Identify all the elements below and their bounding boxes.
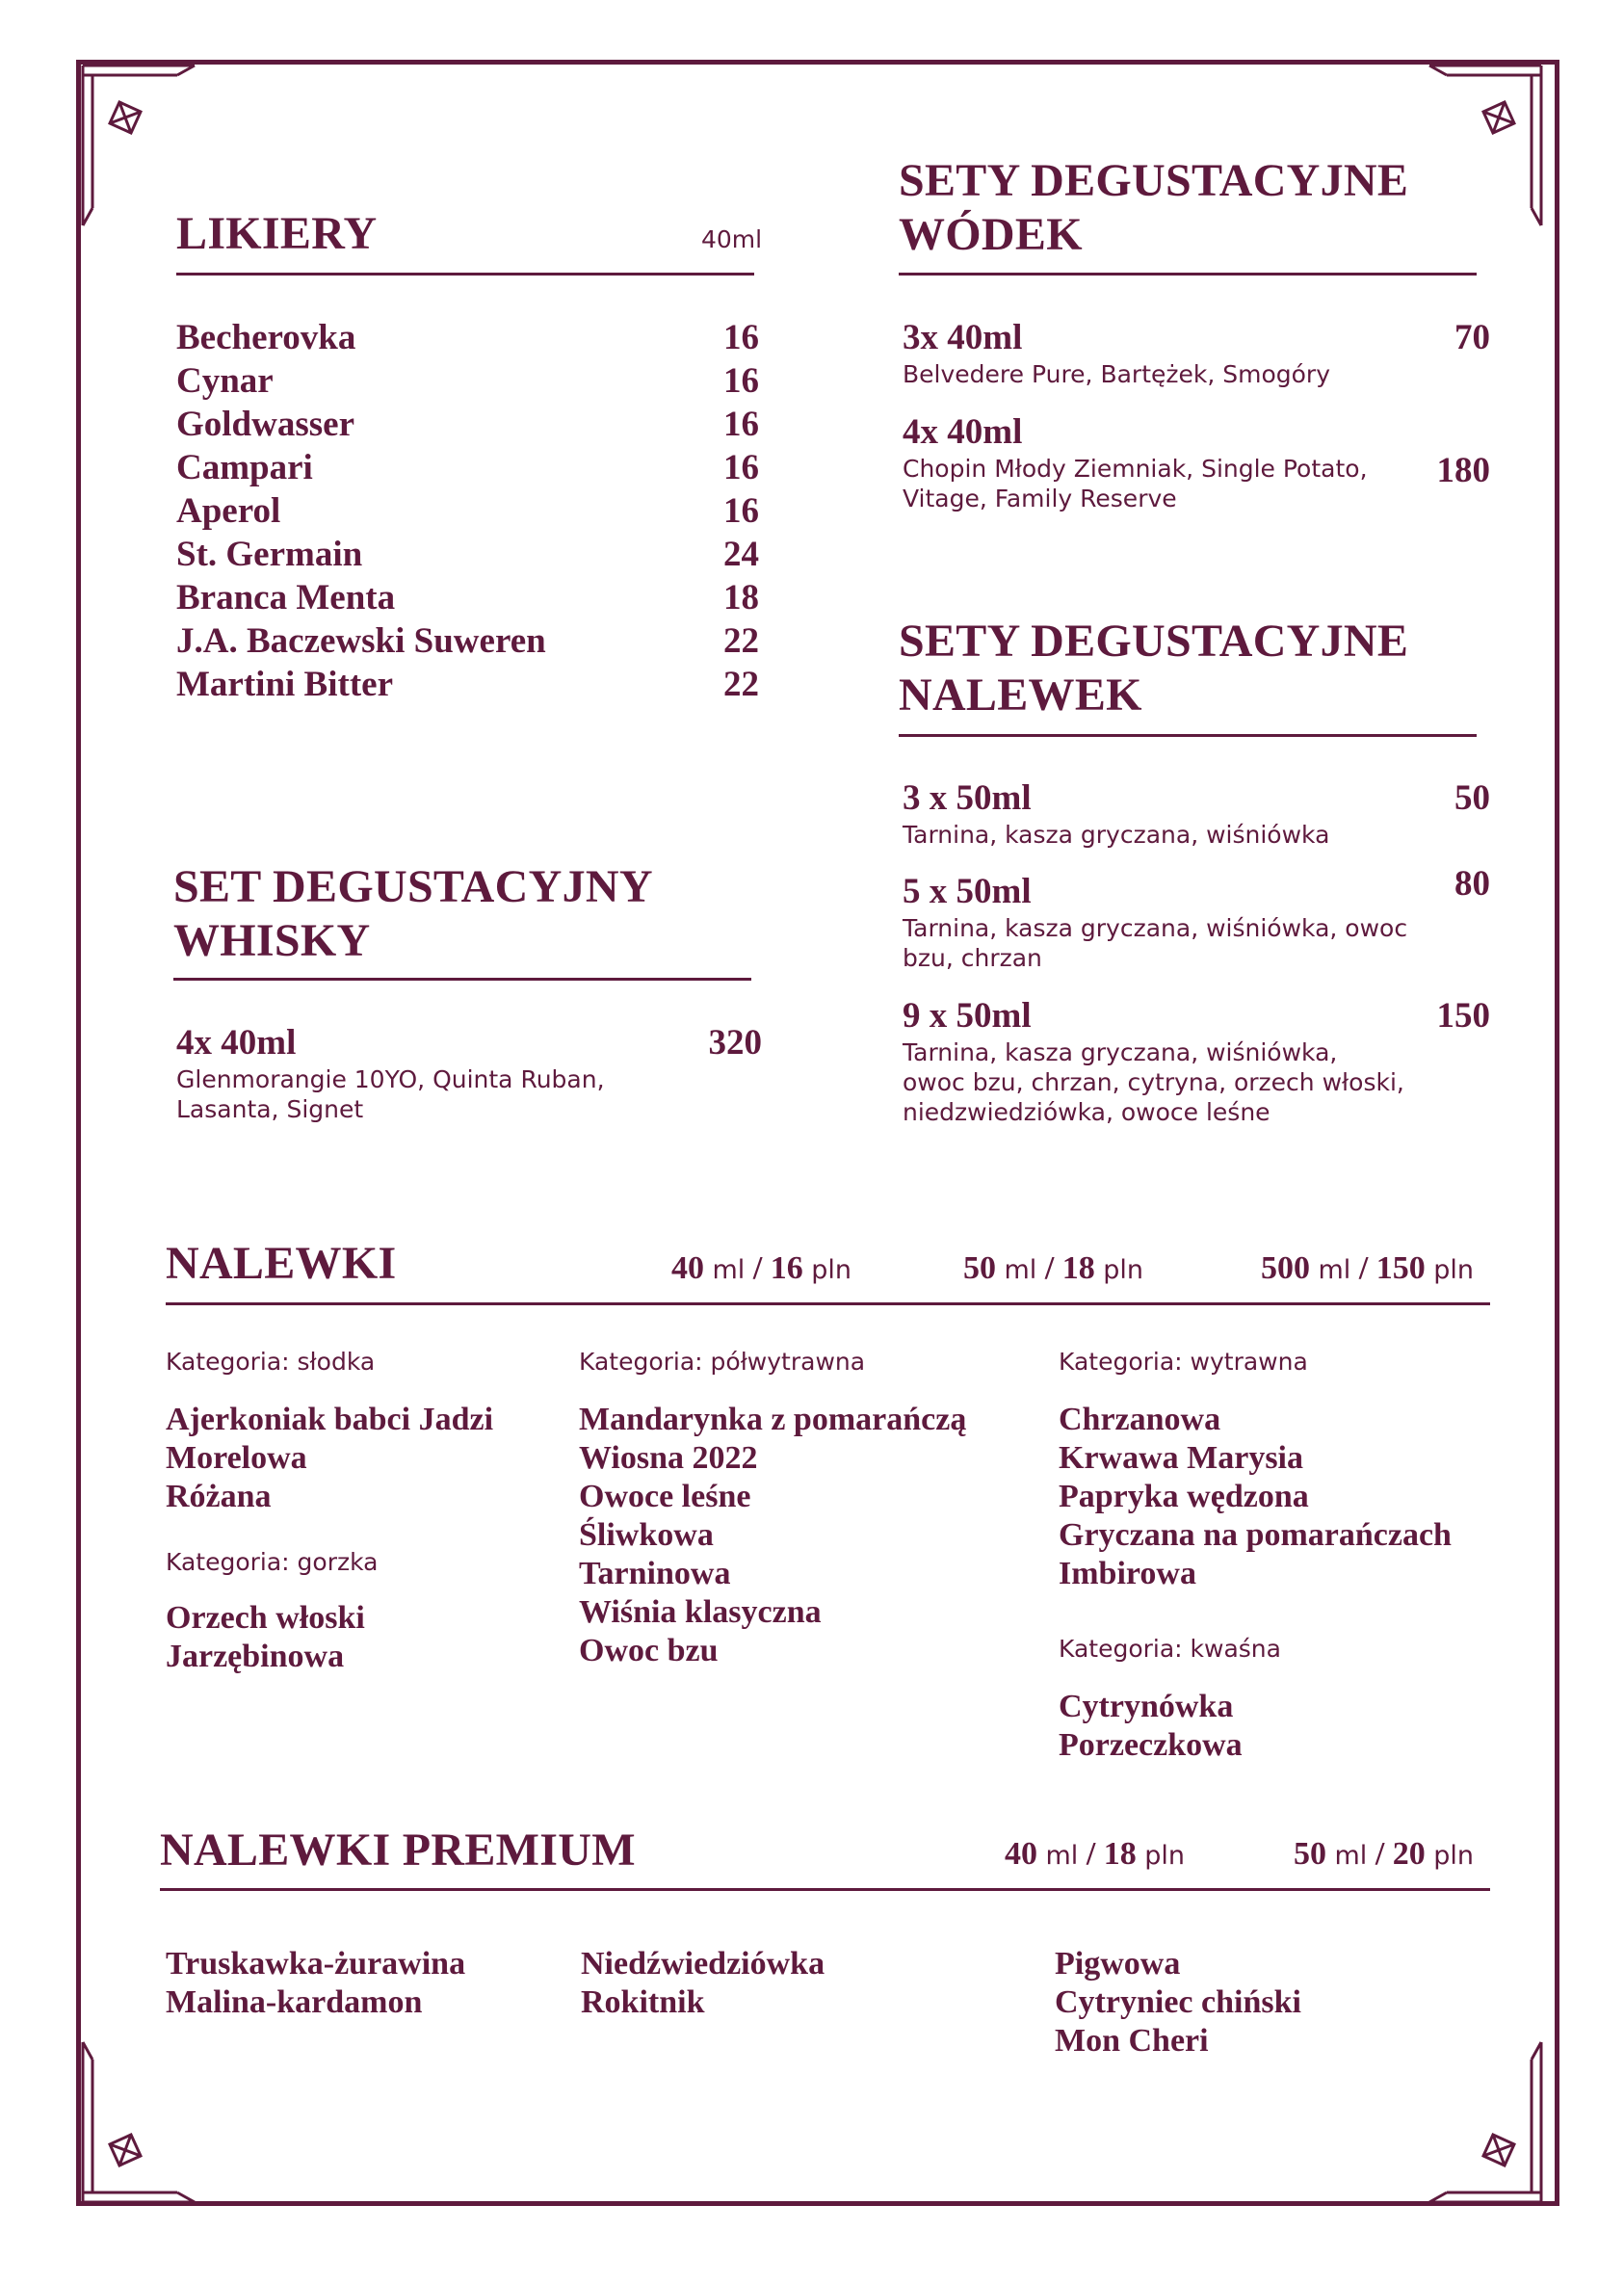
- corner-ornament-icon: [1428, 64, 1543, 227]
- list-item: Cytryniec chiński: [1055, 1984, 1301, 2020]
- wodki-item: 4x 40ml Chopin Młody Ziemniak, Single Potato, Vitage, Family Reserve 180: [903, 412, 1490, 512]
- list-item: Ajerkoniak babci Jadzi: [166, 1402, 494, 1437]
- likiery-list: [176, 316, 759, 706]
- nalewki-title: NALEWKI: [166, 1238, 397, 1289]
- list-item: Owoc bzu: [579, 1633, 719, 1668]
- whisky-item: 4x 40ml 320 Glenmorangie 10YO, Quinta Ruban, Lasanta, Signet: [176, 1023, 762, 1123]
- list-item: Porzeczkowa: [1059, 1727, 1243, 1763]
- wodki-divider: [899, 273, 1477, 276]
- nalewek-item: 3 x 50ml 50 Tarnina, kasza gryczana, wiśniówka: [903, 778, 1490, 849]
- slodka-list: [166, 1401, 493, 1516]
- list-item: Różana: [166, 1479, 272, 1514]
- likiery-title: LIKIERY: [176, 208, 378, 259]
- category-label: Kategoria: wytrawna: [1059, 1348, 1308, 1376]
- list-item: Papryka wędzona: [1059, 1479, 1309, 1514]
- list-item: Truskawka-żurawina: [166, 1946, 466, 1982]
- likiery-divider: [176, 273, 754, 276]
- wytrawna-list: [1059, 1401, 1452, 1593]
- list-item: Chrzanowa: [1059, 1402, 1221, 1437]
- category-label: Kategoria: półwytrawna: [579, 1348, 866, 1376]
- whisky-divider: [173, 978, 751, 981]
- list-item: Pigwowa: [1055, 1946, 1181, 1982]
- list-item: J.A. Baczewski Suweren 22: [176, 621, 759, 661]
- list-item: Orzech włoski: [166, 1600, 365, 1636]
- list-item: Mandarynka z pomarańczą: [579, 1402, 967, 1437]
- list-item: Niedźwiedziówka: [581, 1946, 825, 1982]
- premium-col1: [166, 1945, 465, 2022]
- category-label: Kategoria: słodka: [166, 1348, 376, 1376]
- category-label: Kategoria: gorzka: [166, 1548, 379, 1576]
- nalewek-item: 5 x 50ml Tarnina, kasza gryczana, wiśniówka, owoc bzu, chrzan 80: [903, 864, 1490, 972]
- list-item: Branca Menta 18: [176, 578, 759, 617]
- premium-title: NALEWKI PREMIUM: [160, 1825, 636, 1876]
- list-item: Owoce leśne: [579, 1479, 751, 1514]
- nalewek-divider: [899, 734, 1477, 737]
- list-item: Gryczana na pomarańczach: [1059, 1517, 1452, 1553]
- list-item: Tarninowa: [579, 1556, 731, 1591]
- kwasna-list: [1059, 1688, 1243, 1765]
- list-item: Śliwkowa: [579, 1517, 714, 1553]
- list-item: Goldwasser 16: [176, 405, 759, 444]
- wodki-title: SETY DEGUSTACYJNE WÓDEK: [899, 155, 1409, 260]
- likiery-volume: 40ml: [701, 225, 763, 253]
- premium-price-40: 40 ml / 18 pln: [1005, 1836, 1186, 1872]
- wodki-item: 3x 40ml 70 Belvedere Pure, Bartężek, Smogóry: [903, 318, 1490, 388]
- list-item: Aperol 16: [176, 491, 759, 531]
- polwytrawna-list: [579, 1401, 966, 1670]
- list-item: Wiosna 2022: [579, 1440, 758, 1476]
- corner-ornament-icon: [1428, 2040, 1543, 2204]
- list-item: Krwawa Marysia: [1059, 1440, 1304, 1476]
- list-item: Cytrynówka: [1059, 1689, 1234, 1724]
- list-item: Malina-kardamon: [166, 1984, 423, 2020]
- list-item: St. Germain 24: [176, 535, 759, 574]
- category-label: Kategoria: kwaśna: [1059, 1635, 1281, 1663]
- list-item: Imbirowa: [1059, 1556, 1196, 1591]
- premium-col3: [1055, 1945, 1301, 2061]
- premium-price-50: 50 ml / 20 pln: [1294, 1836, 1475, 1872]
- nalewek-title: SETY DEGUSTACYJNE NALEWEK: [899, 616, 1409, 721]
- nalewki-divider: [166, 1302, 1490, 1305]
- list-item: Becherovka 16: [176, 318, 759, 357]
- list-item: Rokitnik: [581, 1984, 705, 2020]
- list-item: Morelowa: [166, 1440, 307, 1476]
- list-item: Cynar 16: [176, 361, 759, 401]
- nalewki-price-50: 50 ml / 18 pln: [963, 1250, 1144, 1286]
- nalewki-price-40: 40 ml / 16 pln: [671, 1250, 852, 1286]
- list-item: Campari 16: [176, 448, 759, 487]
- premium-divider: [160, 1888, 1490, 1891]
- list-item: Martini Bitter 22: [176, 665, 759, 704]
- list-item: Mon Cheri: [1055, 2023, 1209, 2059]
- list-item: Wiśnia klasyczna: [579, 1594, 822, 1630]
- list-item: Jarzębinowa: [166, 1639, 345, 1674]
- gorzka-list: [166, 1599, 365, 1676]
- corner-ornament-icon: [81, 64, 196, 227]
- corner-ornament-icon: [81, 2040, 196, 2204]
- premium-col2: [581, 1945, 825, 2022]
- nalewek-item: 9 x 50ml 150 Tarnina, kasza gryczana, wiśniówka, owoc bzu, chrzan, cytryna, orzech włoski, niedzwiedziówka, owoce leśne: [903, 996, 1490, 1126]
- whisky-title: SET DEGUSTACYJNY WHISKY: [173, 861, 653, 966]
- nalewki-price-500: 500 ml / 150 pln: [1261, 1250, 1475, 1286]
